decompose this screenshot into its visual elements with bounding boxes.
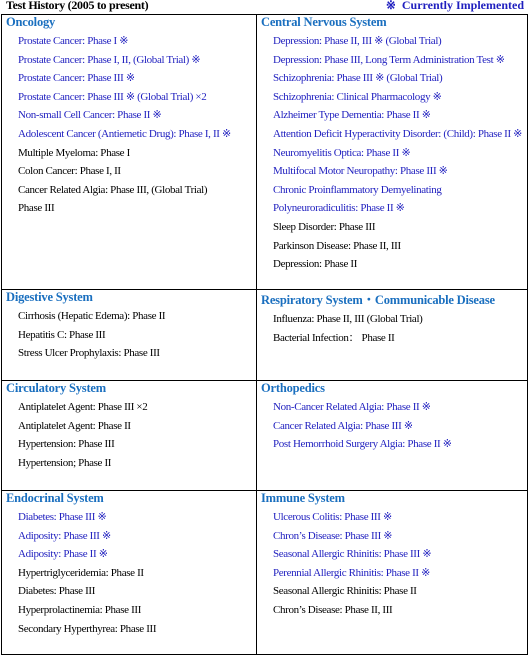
trial-item: Hyperprolactinemia: Phase III [18,603,142,616]
trial-item-implemented: Adiposity: Phase II ※ [18,548,108,561]
trial-item: Depression: Phase II [273,258,358,271]
section-title: Circulatory System [6,381,106,395]
trial-item-implemented: Non-small Cell Cancer: Phase II ※ [18,109,162,122]
trial-item-implemented: Non-Cancer Related Algia: Phase II ※ [273,401,431,413]
section-title: Digestive System [6,290,93,304]
trial-item: Phase III [18,202,55,215]
legend [386,0,524,13]
section-central-nervous-system [257,15,528,290]
legend-text: Currently Implemented [401,0,524,12]
section-title: Endocrinal System [6,491,104,505]
trial-item-implemented: Prostate Cancer: Phase I ※ [18,35,129,47]
trial-item-implemented: Seasonal Allergic Rhinitis: Phase III ※ [273,548,432,561]
trial-item: Antiplatelet Agent: Phase II [18,419,131,432]
trial-item-implemented: Multifocal Motor Neuropathy: Phase III ※ [273,165,448,178]
trial-item: Hypertension; Phase II [18,456,112,469]
trial-item: Cirrhosis (Hepatic Edema): Phase II [18,310,166,322]
section-oncology [2,15,257,290]
trial-item-implemented: Depression: Phase III, Long Term Administration Test ※ [273,53,505,66]
section-title: Respiratory System・Communicable Disease [261,293,495,307]
trial-item: Seasonal Allergic Rhinitis: Phase II [273,585,417,598]
trial-item: Influenza: Phase II, III (Global Trial) [273,313,423,325]
section-respiratory-communicable [257,290,528,381]
trial-item: Stress Ulcer Prophylaxis: Phase III [18,347,160,360]
trial-item-implemented: Prostate Cancer: Phase I, II, (Global Trial) ※ [18,53,201,66]
trial-item: Antiplatelet Agent: Phase III ×2 [18,401,148,413]
trial-item: Bacterial Infection： Phase II [273,331,395,344]
section-title: Immune System [261,491,345,505]
page-title: Test History (2005 to present) [6,0,149,12]
trial-item: Secondary Hyperthyrea: Phase III [18,622,157,635]
trial-item-implemented: Polyneuroradiculitis: Phase II ※ [273,202,405,215]
trial-item-implemented: Prostate Cancer: Phase III ※ [18,72,135,85]
trial-item: Chron’s Disease: Phase II, III [273,603,393,616]
therapeutic-area-grid [1,14,528,655]
trial-item-implemented: Alzheimer Type Dementia: Phase II ※ [273,109,431,122]
trial-item-implemented: Prostate Cancer: Phase III ※ (Global Trial) ×2 [18,90,207,103]
section-circulatory-system [2,381,257,491]
page-header [0,0,528,14]
section-title: Oncology [6,15,56,29]
trial-item: Sleep Disorder: Phase III [273,220,376,233]
trial-item-implemented: Diabetes: Phase III ※ [18,511,107,523]
trial-item: Multiple Myeloma: Phase I [18,146,130,159]
trial-item-implemented: Schizophrenia: Clinical Pharmacology ※ [273,90,442,103]
section-orthopedics [257,381,528,491]
trial-item-implemented: Depression: Phase II, III ※ (Global Trial) [273,35,442,47]
trial-item: Hypertriglyceridemia: Phase II [18,566,144,579]
trial-item-implemented: Attention Deficit Hyperactivity Disorder: (Child): Phase II ※ [273,127,523,140]
section-immune-system [257,491,528,655]
trial-item-implemented: Adolescent Cancer (Antiemetic Drug): Phase I, II ※ [18,127,231,140]
trial-item-implemented: Perennial Allergic Rhinitis: Phase II ※ [273,566,430,579]
asterisk-icon: ※ [385,0,396,12]
trial-item-implemented: Post Hemorrhoid Surgery Algia: Phase II ※ [273,438,452,451]
trial-item-implemented: Schizophrenia: Phase III ※ (Global Trial) [273,72,443,85]
trial-item: Colon Cancer: Phase I, II [18,165,121,178]
trial-item-implemented: Ulcerous Colitis: Phase III ※ [273,511,392,523]
trial-item: Parkinson Disease: Phase II, III [273,239,401,252]
trial-item-implemented: Chron’s Disease: Phase III ※ [273,529,393,542]
section-title: Central Nervous System [261,15,387,29]
section-title: Orthopedics [261,381,325,395]
trial-item-implemented: Cancer Related Algia: Phase III ※ [273,419,413,432]
section-digestive-system [2,290,257,381]
trial-item: Diabetes: Phase III [18,585,96,598]
section-endocrinal-system [2,491,257,655]
trial-item-implemented: Neuromyelitis Optica: Phase II ※ [273,146,411,159]
trial-item-implemented: Adiposity: Phase III ※ [18,529,111,542]
trial-item-implemented: Chronic Proinflammatory Demyelinating [273,183,442,196]
trial-item: Cancer Related Algia: Phase III, (Global Trial) [18,183,208,196]
trial-item: Hypertension: Phase III [18,438,115,451]
trial-item: Hepatitis C: Phase III [18,328,106,341]
